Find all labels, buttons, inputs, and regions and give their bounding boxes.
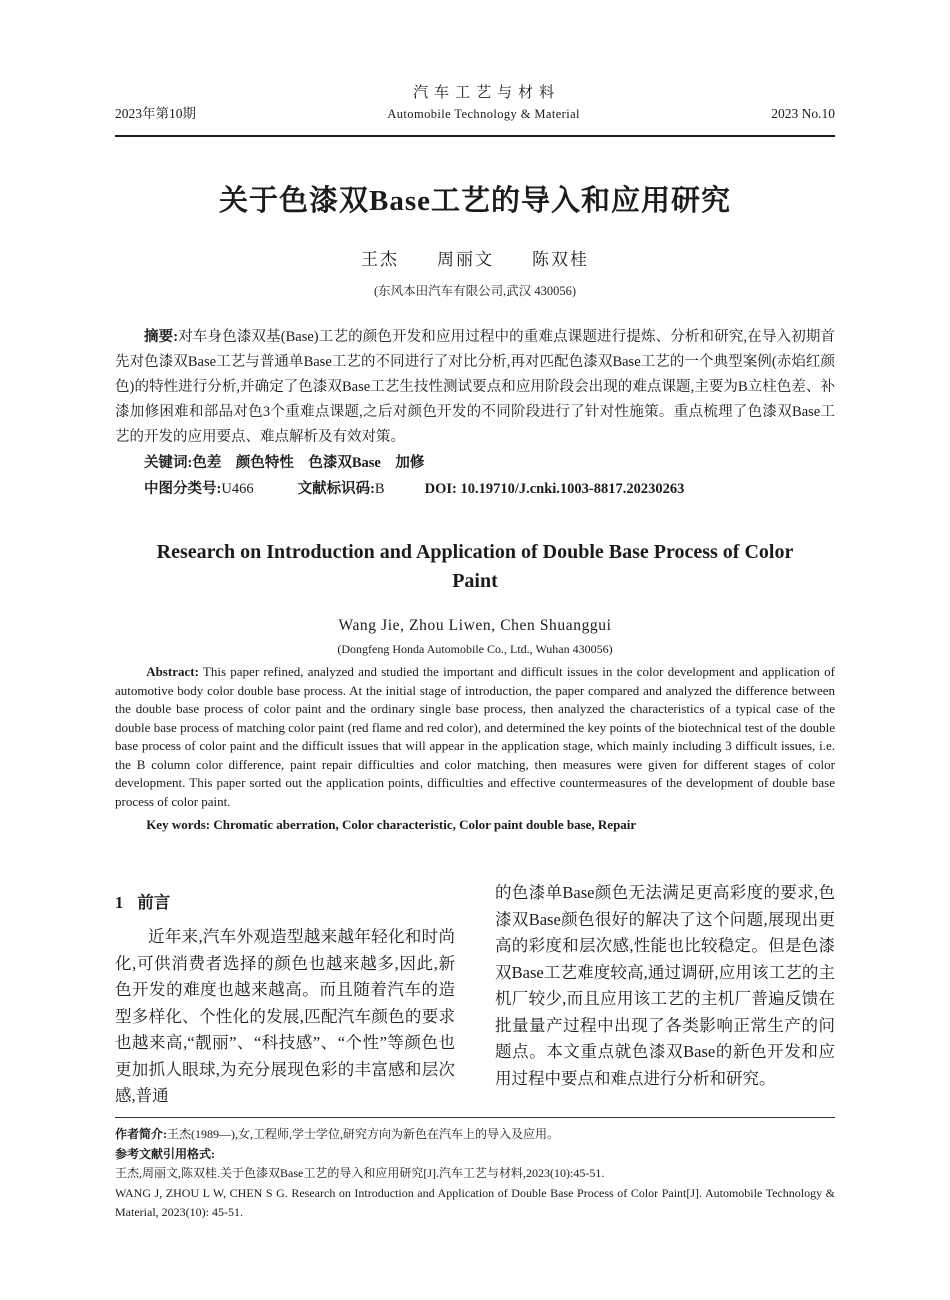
author-bio-text: 王杰(1989—),女,工程师,学士学位,研究方向为新色在汽车上的导入及应用。 [167,1127,559,1141]
header-divider [115,135,835,137]
section-number: 1 [115,893,124,912]
section-title: 前言 [137,893,171,912]
keywords-en-text: Chromatic aberration, Color characteristic, Color paint double base, Repair [213,817,637,832]
abstract-en-text: This paper refined, analyzed and studied the important and difficult issues in the color development and application of automotive body color double base process. At the initial stage of introduction, the paper compared and analyzed the difference between the double base process of color paint and the ordinary single base process, then analyzed the characteristics of a typical case of the double base process of matching color paint (red flame and red color), and determined the key points of the biotechnical test of the double base process of color paint and the difficult issues that will appear in the application stage, which mainly including 3 difficult issues, i.e. the B column color difference, paint repair difficulties and color matching, then measures were given for different stages of color development. This paper sorted out the application points, difficulties and effective countermeasures of the development of double base process of color paint. [115,664,835,809]
keywords-en-label: Key words: [146,817,211,832]
doc-code-label: 文献标识码: [297,481,375,497]
keywords-cn [115,451,835,476]
body-paragraph-right: 的色漆单Base颜色无法满足更高彩度的要求,色漆双Base颜色很好的解决了这个问题,展现出更高的彩度和层次感,性能也比较稳定。但是色漆双Base工艺难度较高,通过调研,应用该工艺的主机厂较少,而且应用该工艺的主机厂普遍反馈在批量量产过程中出现了各类影响正常生产的问题点。本文重点就色漆双Base的新色开发和应用过程中要点和难点进行分析和研究。 [495,883,835,1088]
affiliation-cn: (东风本田汽车有限公司,武汉 430056) [373,284,577,298]
citation-en: WANG J, ZHOU L W, CHEN S G. Research on Introduction and Application of Double Base Process of Color Paint[J]. Automobile Technology & Material, 2023(10): 45-51. [115,1185,835,1219]
abstract-cn [115,325,835,450]
abstract-cn-label: 摘要: [144,329,179,345]
keywords-en [115,816,835,834]
citation-cn: 王杰,周丽文,陈双桂.关于色漆双Base工艺的导入和应用研究[J].汽车工艺与材料,2023(10):45-51. [115,1166,605,1180]
footer-notes [115,1117,835,1223]
affiliation-en: (Dongfeng Honda Automobile Co., Ltd., Wuhan 430056) [337,642,613,656]
paper-title-cn: 关于色漆双Base工艺的导入和应用研究 [218,185,731,217]
body-paragraph-left: 近年来,汽车外观造型越来越年轻化和时尚化,可供消费者选择的颜色也越来越多,因此,新色开发的难度也越来越高。而且随着汽车的造型多样化、个性化的发展,匹配汽车颜色的要求也越来高,“靓丽”、“科技感”、“个性”等颜色也更加抓人眼球,为充分展现色彩的丰富感和层次感,普通 [115,927,455,1105]
citation-format-label: 参考文献引用格式: [115,1146,215,1161]
body-column-right [495,880,835,1110]
body-column-left [115,880,455,1110]
journal-name-block [387,84,580,123]
abstract-en [115,663,835,811]
paper-title-en: Research on Introduction and Application of Double Base Process of Color Paint [156,541,794,592]
clc-value: U466 [221,481,254,497]
abstract-cn-text: 对车身色漆双基(Base)工艺的颜色开发和应用过程中的重难点课题进行提炼、分析和研究,在导入初期首先对色漆双Base工艺与普通单Base工艺的不同进行了对比分析,再对匹配色漆双Base工艺的一个典型案例(赤焰红颜色)的特性进行分析,并确定了色漆双Base工艺生技性测试要点和应用阶段会出现的难点课题,主要为B立柱色差、补漆加修困难和部品对色3个重难点课题,之后对颜色开发的不同阶段进行了针对性施策。重点梳理了色漆双Base工艺的开发的应用要点、难点解析及有效对策。 [115,329,835,445]
authors-en: Wang Jie, Zhou Liwen, Chen Shuanggui [338,617,612,634]
issue-number-en: 2023 No.10 [771,106,835,121]
abstract-en-label: Abstract: [146,664,199,679]
journal-name-en: Automobile Technology & Material [387,107,580,121]
section-heading-introduction [115,880,455,915]
page-content [115,0,835,1110]
clc-label: 中图分类号: [144,481,222,497]
journal-header [115,84,835,123]
keywords-cn-text: 色差 颜色特性 色漆双Base 加修 [192,455,425,471]
journal-name-cn: 汽车工艺与材料 [413,85,561,101]
author-bio [115,1125,835,1145]
doi-text: DOI: 10.19710/J.cnki.1003-8817.20230263 [424,481,685,497]
keywords-cn-label: 关键词: [144,455,193,471]
issue-number-cn: 2023年第10期 [115,106,196,121]
author-bio-label: 作者简介: [115,1127,167,1141]
classification-line [115,477,835,502]
body-columns [115,880,835,1110]
doc-code-value: B [374,481,385,497]
authors-cn: 王杰 周丽文 陈双桂 [361,250,589,269]
